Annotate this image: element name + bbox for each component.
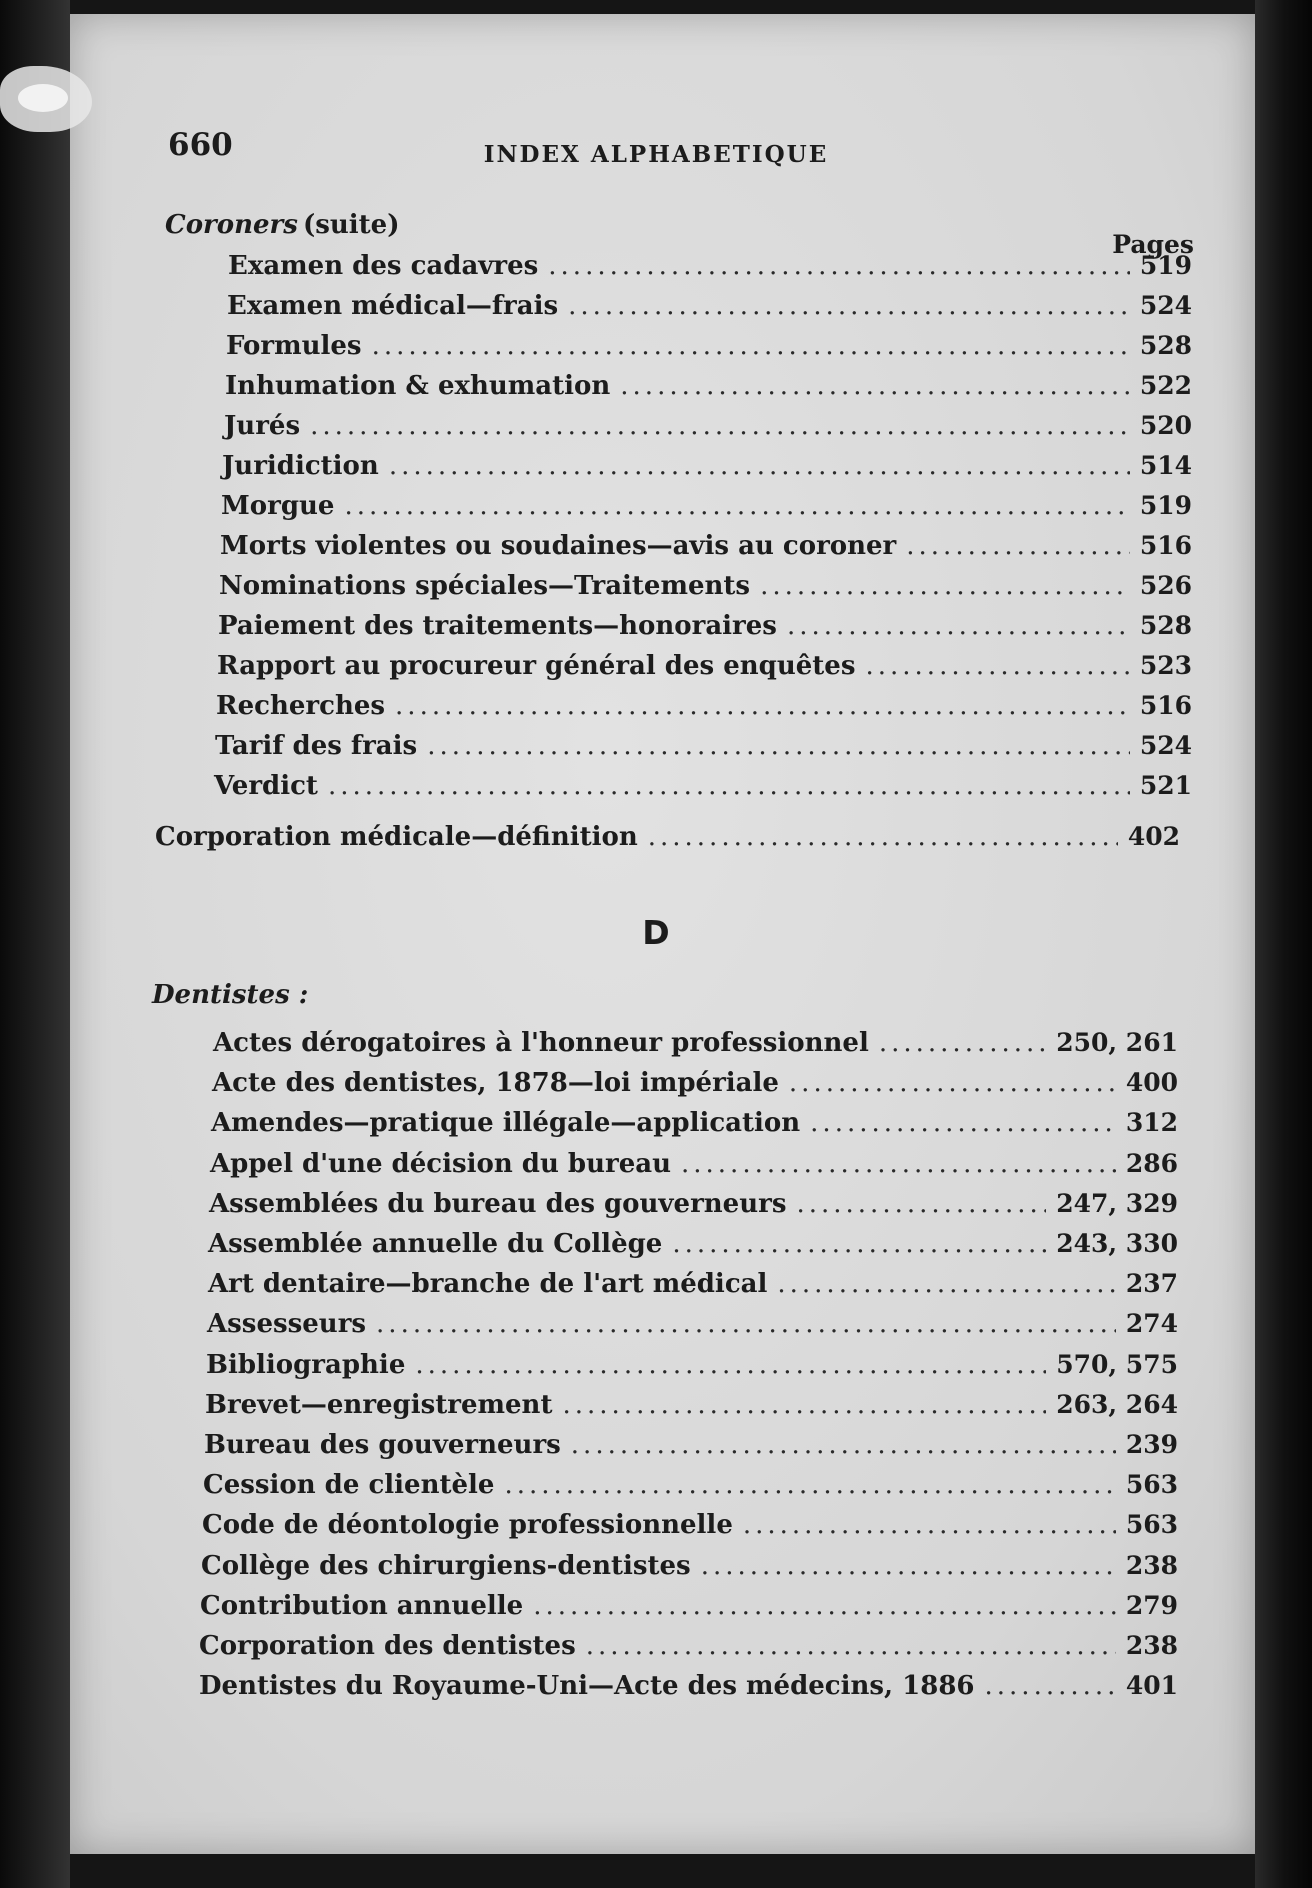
dot-leader	[787, 613, 1130, 639]
entry-label: Code de déontologie professionnelle	[202, 1510, 733, 1541]
index-entry	[215, 733, 1192, 759]
entry-pages: 524	[1139, 731, 1192, 760]
index-entry	[206, 1349, 1178, 1380]
entry-pages: 524	[1139, 291, 1192, 320]
entry-label: Examen médical—frais	[227, 291, 559, 321]
index-entry	[219, 573, 1192, 599]
entry-label: Rapport au procureur général des enquêtes	[217, 651, 856, 681]
entry-pages: 402	[1127, 822, 1180, 851]
entry-pages: 243, 330	[1056, 1229, 1178, 1258]
entry-label: Amendes—pratique illégale—application	[211, 1108, 801, 1139]
entry-label: Tarif des frais	[215, 731, 418, 761]
dot-leader	[568, 293, 1130, 319]
dentistes-heading	[152, 982, 308, 1008]
dot-leader	[415, 1352, 1046, 1378]
entry-pages: 563	[1125, 1510, 1178, 1540]
entry-label: Examen des cadavres	[228, 251, 539, 281]
entry-label: Contribution annuelle	[200, 1590, 524, 1621]
dot-leader	[504, 1472, 1115, 1498]
dot-leader	[672, 1231, 1046, 1257]
index-entry	[199, 1671, 1178, 1702]
dot-leader	[533, 1593, 1116, 1619]
entry-label: Formules	[226, 331, 362, 361]
section-letter: D	[642, 913, 670, 952]
entry-label: Bibliographie	[206, 1349, 406, 1380]
entry-pages: 519	[1139, 251, 1192, 280]
entry-label: Acte des dentistes, 1878—loi impériale	[212, 1068, 779, 1099]
dot-leader	[865, 653, 1129, 679]
index-entry	[207, 1309, 1178, 1340]
entry-pages: 563	[1125, 1470, 1178, 1500]
index-entry	[208, 1231, 1178, 1257]
entry-label: Nominations spéciales—Traitements	[219, 571, 751, 601]
index-entry	[212, 1068, 1178, 1099]
entry-label: Paiement des traitements—honoraires	[218, 611, 777, 641]
entry-label: Collège des chirurgiens-dentistes	[201, 1550, 691, 1581]
entry-label: Jurés	[224, 411, 301, 441]
dot-leader	[681, 1151, 1116, 1177]
dot-leader	[571, 1432, 1116, 1458]
index-entry	[225, 373, 1192, 399]
dot-leader	[879, 1030, 1046, 1056]
index-entry	[210, 1148, 1178, 1179]
entry-label: Assemblée annuelle du Collège	[208, 1229, 663, 1259]
index-entry-corporation	[155, 824, 1180, 850]
running-head: INDEX ALPHABETIQUE	[483, 141, 829, 168]
dot-leader	[328, 773, 1130, 799]
index-entry	[222, 453, 1192, 479]
index-entry	[221, 493, 1192, 519]
entry-label: Actes dérogatoires à l'honneur professionnel	[213, 1028, 869, 1058]
entry-pages: 401	[1125, 1671, 1178, 1701]
entry-pages: 522	[1139, 371, 1192, 400]
index-entry	[199, 1633, 1178, 1659]
dot-leader	[906, 533, 1130, 559]
index-entry	[205, 1389, 1178, 1420]
index-entry	[224, 413, 1192, 439]
entry-label: Morts violentes ou soudaines—avis au coroner	[220, 531, 897, 561]
index-entry	[202, 1510, 1178, 1541]
index-entry	[217, 653, 1192, 679]
coroners-heading	[165, 212, 400, 238]
index-entry	[218, 613, 1192, 639]
entry-pages: 312	[1125, 1108, 1178, 1138]
index-entry	[201, 1550, 1178, 1581]
entry-label: Cession de clientèle	[203, 1470, 495, 1501]
entry-pages: 521	[1139, 771, 1192, 800]
dot-leader	[310, 413, 1130, 439]
index-entry	[203, 1470, 1178, 1501]
dot-leader	[796, 1191, 1046, 1217]
entry-pages: 526	[1139, 571, 1192, 600]
entry-pages: 239	[1125, 1430, 1178, 1459]
entry-label: Recherches	[216, 691, 386, 721]
dot-leader	[395, 693, 1130, 719]
dot-leader	[372, 333, 1130, 359]
entry-label: Dentistes du Royaume-Uni—Acte des médecins, 1886	[199, 1671, 975, 1702]
entry-pages: 286	[1125, 1148, 1178, 1178]
entry-label: Brevet—enregistrement	[205, 1389, 553, 1420]
entry-pages: 250, 261	[1056, 1028, 1178, 1057]
entry-pages: 516	[1139, 691, 1192, 720]
entry-label: Assemblées du bureau des gouverneurs	[209, 1188, 787, 1219]
index-entry	[216, 693, 1192, 719]
entry-pages: 237	[1125, 1269, 1178, 1299]
index-entry	[228, 253, 1192, 279]
dot-leader	[760, 573, 1130, 599]
dot-leader	[586, 1633, 1116, 1659]
entry-pages: 238	[1125, 1550, 1178, 1580]
dot-leader	[344, 493, 1129, 519]
entry-label: Bureau des gouverneurs	[204, 1430, 561, 1460]
entry-label: Juridiction	[222, 451, 379, 481]
entry-pages: 520	[1139, 411, 1192, 440]
entry-pages: 263, 264	[1056, 1389, 1178, 1419]
entry-pages: 528	[1139, 611, 1192, 640]
dot-leader	[789, 1070, 1116, 1096]
entry-label: Corporation des dentistes	[199, 1631, 576, 1661]
dot-leader	[777, 1271, 1115, 1297]
dot-leader	[562, 1392, 1046, 1418]
entry-label: Assesseurs	[207, 1309, 367, 1340]
coroners-heading-suffix: (suite)	[302, 210, 400, 240]
index-entry	[227, 293, 1192, 319]
dot-leader	[743, 1512, 1116, 1538]
entry-label: Verdict	[214, 771, 318, 801]
dot-leader	[389, 453, 1130, 479]
entry-pages: 247, 329	[1056, 1188, 1178, 1218]
dentistes-heading-title: Dentistes :	[152, 980, 309, 1010]
torn-paper-mark-inner	[18, 84, 68, 112]
entry-pages: 523	[1139, 651, 1192, 680]
entry-pages: 279	[1125, 1590, 1178, 1620]
entry-label: Appel d'une décision du bureau	[210, 1148, 671, 1179]
dot-leader	[427, 733, 1130, 759]
entry-pages: 570, 575	[1056, 1349, 1178, 1379]
index-entry	[214, 773, 1192, 799]
dot-leader	[648, 824, 1118, 850]
index-entry	[209, 1188, 1178, 1219]
entry-pages: 238	[1125, 1631, 1178, 1660]
entry-label: Art dentaire—branche de l'art médical	[208, 1269, 768, 1300]
index-entry	[200, 1590, 1178, 1621]
index-entry	[213, 1030, 1178, 1056]
entry-pages: 519	[1139, 491, 1192, 520]
index-entry	[220, 533, 1192, 559]
dot-leader	[810, 1110, 1116, 1136]
entry-pages: 514	[1139, 451, 1192, 480]
index-entry	[211, 1108, 1178, 1139]
dot-leader	[985, 1673, 1116, 1699]
dot-leader	[548, 253, 1130, 279]
entry-pages: 516	[1139, 531, 1192, 560]
entry-label: Inhumation & exhumation	[225, 371, 611, 401]
pages-column-label: Pages	[1112, 230, 1194, 259]
dot-leader	[620, 373, 1130, 399]
entry-label: Morgue	[221, 491, 335, 521]
page-number: 660	[168, 127, 233, 163]
dot-leader	[376, 1311, 1116, 1337]
index-entry	[208, 1269, 1178, 1300]
entry-pages: 400	[1125, 1068, 1178, 1098]
dot-leader	[701, 1553, 1116, 1579]
index-entry	[204, 1432, 1178, 1458]
entry-label: Corporation médicale—définition	[155, 822, 638, 852]
entry-pages: 274	[1125, 1309, 1178, 1339]
index-entry	[226, 333, 1192, 359]
entry-pages: 528	[1139, 331, 1192, 360]
coroners-heading-title: Coroners	[165, 210, 298, 240]
